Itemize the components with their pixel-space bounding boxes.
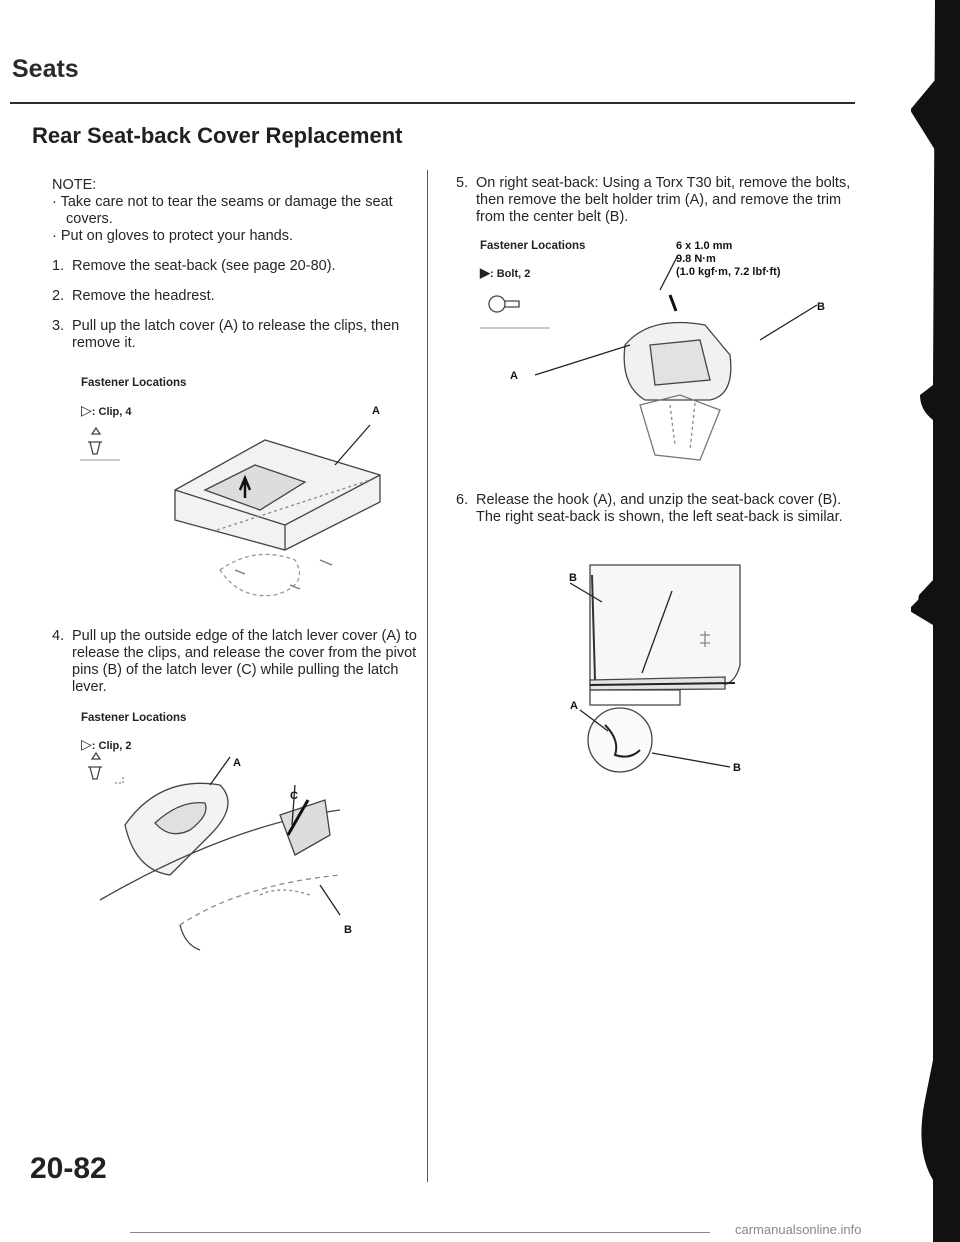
fig2-callout-a: A — [233, 757, 241, 769]
seat-back-cover-illustration — [560, 555, 790, 805]
note-block — [52, 177, 412, 245]
note-item: · Take care not to tear the seams or damage the seat covers. — [52, 194, 393, 227]
step-number: 3. — [52, 318, 65, 334]
step-text: Release the hook (A), and unzip the seat-back cover (B). The right seat-back is shown, the left seat-back is similar. — [476, 492, 843, 525]
fig3-callout-a: A — [510, 370, 518, 382]
bolt-arrow-icon: ▶ — [480, 265, 490, 280]
note-item-text: Put on gloves to protect your hands. — [60, 228, 294, 244]
page-heading: Rear Seat-back Cover Replacement — [32, 123, 403, 148]
fig2-callout-c: C — [290, 790, 298, 802]
header-rule — [10, 102, 855, 104]
fastener-label: Fastener Locations — [81, 712, 187, 724]
section-title: Seats — [12, 55, 79, 83]
step-6 — [456, 492, 861, 526]
step-text: Remove the seat-back (see page 20-80). — [72, 258, 336, 274]
step-1 — [52, 258, 412, 275]
fastener-label: Fastener Locations — [480, 240, 586, 252]
fig3-legend: ▶: Bolt, 2 — [480, 265, 531, 280]
torque-spec — [676, 240, 781, 279]
step-number: 1. — [52, 258, 65, 274]
fig1-legend: ▷: Clip, 4 — [81, 402, 132, 418]
step-4 — [52, 628, 437, 696]
fig4-callout-b1: B — [569, 572, 577, 584]
step-number: 5. — [456, 175, 469, 191]
fastener-label: Fastener Locations — [81, 377, 187, 389]
step-number: 6. — [456, 492, 469, 508]
step-text: Remove the headrest. — [72, 288, 215, 304]
fig4-callout-a2: A — [570, 700, 578, 712]
page-number: 20-82 — [30, 1152, 107, 1185]
clip-arrow-icon: ▷ — [81, 736, 92, 752]
step-5 — [456, 175, 856, 226]
fig4-callout-b2: B — [733, 762, 741, 774]
step-text: Pull up the latch cover (A) to release the clips, then remove it. — [72, 318, 400, 351]
fig2-legend: ▷: Clip, 2 — [81, 736, 132, 752]
step-number: 2. — [52, 288, 65, 304]
clip-arrow-icon: ▷ — [81, 402, 92, 418]
torque-nm: 9.8 N·m — [676, 253, 716, 265]
watermark: carmanualsonline.info — [735, 1222, 862, 1237]
step-number: 4. — [52, 628, 65, 644]
footer-rule — [130, 1232, 710, 1233]
step-2 — [52, 288, 412, 305]
fig3-callout-b: B — [817, 301, 825, 313]
bolt-size: 6 x 1.0 mm — [676, 240, 733, 252]
note-label: NOTE: — [52, 177, 97, 193]
note-item-text: Take care not to tear the seams or damage the seat covers. — [60, 194, 393, 227]
fig2-callout-b: B — [344, 924, 352, 936]
step-3 — [52, 318, 432, 352]
page-binding-band — [905, 0, 960, 1242]
belt-holder-illustration — [480, 285, 830, 485]
latch-cover-illustration — [80, 420, 420, 620]
latch-lever-illustration — [80, 755, 410, 955]
step-text: On right seat-back: Using a Torx T30 bit, remove the bolts, then remove the belt holder trim (A), and remove the trim from the center belt (B). — [476, 175, 851, 225]
fig1-callout-a: A — [372, 405, 380, 417]
note-item: · Put on gloves to protect your hands. — [52, 228, 294, 244]
torque-imperial: (1.0 kgf·m, 7.2 lbf·ft) — [676, 266, 781, 278]
step-text: Pull up the outside edge of the latch lever cover (A) to release the clips, and release the cover from the pivot pins (B) of the latch lever (C) while pulling the latch lever. — [72, 628, 417, 695]
